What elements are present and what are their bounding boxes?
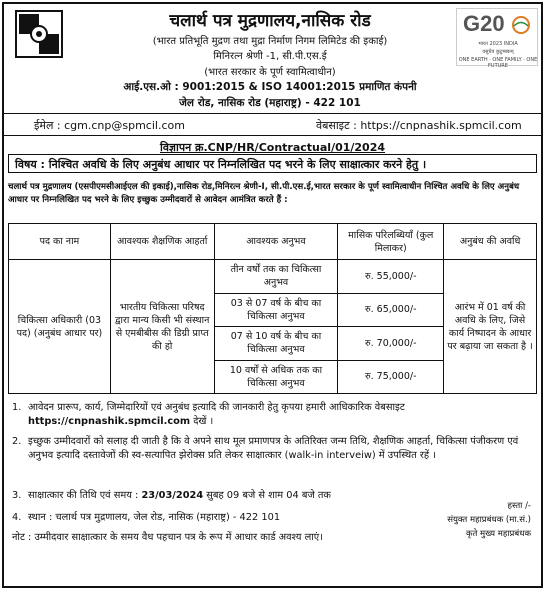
contact-divider <box>4 135 541 136</box>
pay-cell: रु. 70,000/- <box>338 327 444 361</box>
experience-cell: 10 वर्षों से अधिक तक का चिकित्सा अनुभव <box>214 360 338 394</box>
subject-box: विषय : निश्चित अवधि के लिए अनुबंध आधार पर निम्नलिखित पद भरने के लिए साक्षात्कार करने हेतु । <box>8 154 537 173</box>
item-text: इच्छुक उम्मीदवारों को सलाह दी जाती है कि वे अपने साथ मूल प्रमाणपत्र के अतिरिक्त जन्म तिथि, शैक्षणिक आहर्ता, चिकित्सा पंजीकरण एवं अनुभव इत्यादि दस्तावेजों की स्व-सत्यापित झेरोक्स प्रति लेकर साक्षात्कार (walk-in interveiw) में उपस्थित रहें । <box>28 436 519 461</box>
table-header-row <box>9 224 537 260</box>
item-text-end: देखें । <box>190 416 214 427</box>
g20-logo <box>456 8 538 69</box>
g20-motto-english: ONE EARTH · ONE FAMILY · ONE FUTURE <box>458 57 538 69</box>
lotus-globe-icon <box>511 15 531 35</box>
signature-for: कृते मुख्य महाप्रबंधक <box>465 529 531 539</box>
letterhead <box>4 4 541 137</box>
table-row <box>9 260 537 294</box>
advertisement-page <box>2 2 543 588</box>
header-monthly-pay: मासिक परिलब्धियाँ (कुल मिलाकर) <box>338 224 444 260</box>
qualification-cell: भारतीय चिकित्सा परिषद द्वारा मान्य किसी भी संस्थान से एमबीबीस की डिग्री प्राप्त की हो <box>110 260 214 394</box>
pay-cell: रु. 55,000/- <box>338 260 444 294</box>
item-number: 2. <box>12 436 22 447</box>
header-qualification: आवश्यक शैक्षणिक आहर्ता <box>110 224 214 260</box>
item-number: 4. <box>12 512 22 523</box>
interview-date: 23/03/2024 <box>141 490 204 501</box>
duration-cell: आरंभ में 01 वर्ष की अवधि के लिए, जिसे कार्य निष्पादन के आधार पर बढ़ाया जा सकता है । <box>444 260 537 394</box>
g20-year-label: भारत 2023 INDIA <box>478 41 518 47</box>
g20-title: G20 <box>463 11 505 36</box>
item-number: 1. <box>12 402 22 413</box>
item-text: आवेदन प्रारूप, कार्य, जिम्मेदारियों एवं अनुबंध इत्यादि की जानकारी हेतु कृपया हमारी आधिकारिक वेबसाइट <box>28 402 405 413</box>
address-line: जेल रोड, नासिक रोड (महाराष्ट्र) - 422 101 <box>179 97 361 109</box>
vacancy-table <box>8 223 537 394</box>
website-line[interactable]: वेबसाइट : https://cnpnashik.spmcil.com <box>316 119 522 132</box>
website-link[interactable]: https://cnpnashik.spmcil.com <box>28 416 191 427</box>
experience-cell: तीन वर्षों तक का चिकित्सा अनुभव <box>214 260 338 294</box>
experience-cell: 07 से 10 वर्ष के बीच का चिकित्सा अनुभव <box>214 327 338 361</box>
organization-title: चलार्थ पत्र मुद्रणालय,नासिक रोड <box>169 11 371 31</box>
interview-label: साक्षात्कार की तिथि एवं समय : <box>28 490 139 501</box>
government-ownership: (भारत सरकार के पूर्ण स्वामित्वाधीन) <box>204 67 336 78</box>
intro-paragraph: चलार्थ पत्र मुद्रणालय (एसपीएमसीआईएल की इकाई),नासिक रोड,मिनिरत्न श्रेणी-I, सी.पी.एस.ई,भारत सरकार के पूर्ण स्वामित्वाधीन निश्चित अवधि के लिए अनुबंध आधार पर निम्नलिखित पद भरने के लिए इच्छुक उम्मीदवारों से आवेदन आमंत्रित करते हैं : <box>8 182 520 205</box>
experience-cell: 03 से 07 वर्ष के बीच का चिकित्सा अनुभव <box>214 293 338 327</box>
pay-cell: रु. 65,000/- <box>338 293 444 327</box>
post-name-cell: चिकित्सा अधिकारी (03 पद) (अनुबंध आधार पर) <box>9 260 111 394</box>
email-line[interactable]: ईमेल : cgm.cnp@spmcil.com <box>34 119 185 132</box>
pay-cell: रु. 75,000/- <box>338 360 444 394</box>
organization-subtitle: (भारत प्रतिभूति मुद्रण तथा मुद्रा निर्माण निगम लिमिटेड की इकाई) <box>152 36 388 47</box>
signature-sign: हस्ता /- <box>507 501 531 511</box>
note-line: नोट : उम्मीदवार साक्षात्कार के समय वैध पहचान पत्र के रूप में आधार कार्ड अवश्य लाएं। <box>12 532 323 543</box>
signature-designation: संयुक्त महाप्रबंधक (मा.सं.) <box>447 515 531 525</box>
iso-certification: आई.एस.ओ : 9001:2015 & ISO 14001:2015 प्रमाणित कंपनी <box>123 81 417 93</box>
header-contract-duration: अनुबंध की अवधि <box>444 224 537 260</box>
venue-text: स्थान : चलार्थ पत्र मुद्रणालय, जेल रोड, नासिक (महाराष्ट्र) - 422 101 <box>28 512 281 523</box>
item-number: 3. <box>12 490 22 501</box>
miniratna-category: मिनिरत्न श्रेणी -1, सी.पी.एस.ई <box>213 51 327 62</box>
header-post-name: पद का नाम <box>9 224 111 260</box>
interview-time: सुबह 09 बजे से शाम 04 बजे तक <box>203 490 331 501</box>
spmcil-logo <box>15 10 63 58</box>
g20-motto-hindi: वसुधैव कुटुम्बकम् <box>482 49 514 55</box>
header-divider <box>4 113 541 114</box>
advertisement-number: विज्ञापन क्र.CNP/HR/Contractual/01/2024 <box>159 141 386 154</box>
header-experience: आवश्यक अनुभव <box>214 224 338 260</box>
